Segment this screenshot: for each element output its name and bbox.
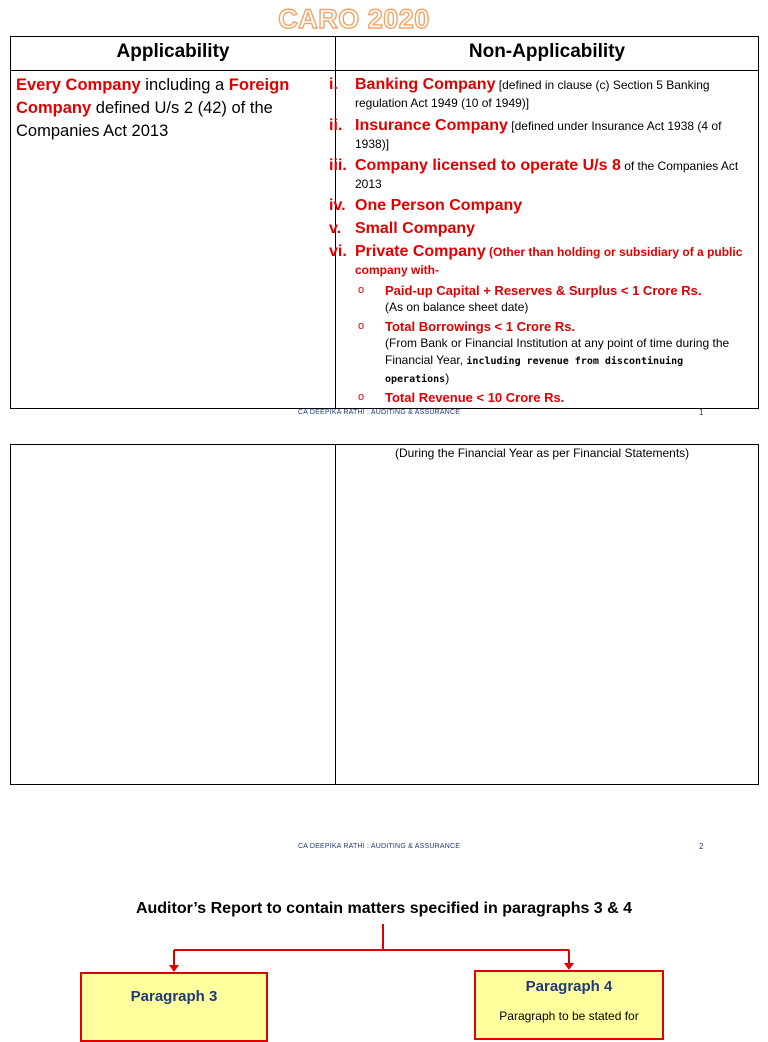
applicability-text	[16, 74, 326, 143]
item-detail: [defined in clause (c) Section 5 Banking regulation Act 1949 (10 of 1949)]	[355, 78, 710, 110]
item-detail: [defined under Insurance Act 1938 (4 of 1938)]	[355, 119, 722, 151]
condition-title: Total Revenue < 10 Crore Rs.	[385, 390, 565, 405]
header-divider	[11, 70, 758, 71]
item-number: iii.	[329, 157, 347, 174]
connector-arrows	[0, 920, 768, 976]
item-number: v.	[329, 220, 342, 237]
header-applicability: Applicability	[116, 41, 230, 62]
paragraph-4-label: Paragraph 4	[525, 978, 613, 995]
item-title: Company licensed to operate U/s 8	[355, 157, 621, 174]
item-title: One Person Company	[355, 197, 523, 214]
item-title: Insurance Company	[355, 117, 508, 134]
continuation-table	[10, 444, 759, 785]
column-divider	[335, 445, 336, 784]
condition-title: Paid-up Capital + Reserves & Surplus < 1 Crore Rs.	[385, 283, 702, 298]
condition-note-end: )	[445, 371, 450, 385]
item-number: vi.	[329, 243, 347, 260]
item-number: i.	[329, 76, 338, 93]
every-company-text: Every Company	[16, 76, 141, 94]
paragraph-3-box	[80, 972, 268, 1042]
item-title: Small Company	[355, 220, 476, 237]
header-non-applicability: Non-Applicability	[468, 41, 626, 62]
item-number: ii.	[329, 117, 343, 134]
item-number: iv.	[329, 197, 346, 214]
item-title: Private Company	[355, 243, 486, 260]
condition-note: (From Bank or Financial Institution at any point of time during the Financial Year,	[385, 336, 730, 367]
bullet-icon: o	[358, 320, 365, 332]
bullet-icon: o	[358, 391, 365, 403]
defined-text: defined U/s 2 (42) of the Companies Act 2013	[16, 99, 273, 140]
paragraph-4-box	[474, 970, 664, 1040]
continuation-text: (During the Financial Year as per Financial Statements)	[395, 446, 690, 460]
page-number: 2	[699, 842, 704, 851]
condition-note: (As on balance sheet date)	[385, 300, 529, 314]
diagram-heading: Auditor’s Report to contain matters specified in paragraphs 3 & 4	[135, 900, 633, 917]
paragraph-3-label: Paragraph 3	[130, 988, 218, 1005]
including-text: including a	[140, 76, 229, 94]
item-title: Banking Company	[355, 76, 496, 93]
bullet-icon: o	[358, 284, 365, 296]
paragraph-4-desc: Paragraph to be stated for	[499, 1009, 639, 1023]
item-detail: (Other than holding or subsidiary of a public company with-	[355, 245, 743, 277]
foreign-company-text: Foreign Company	[16, 76, 290, 117]
footer-author: CA DEEPIKA RATHI : AUDITING & ASSURANCE	[298, 409, 461, 416]
condition-title: Total Borrowings < 1 Crore Rs.	[385, 319, 576, 334]
item-detail: of the Companies Act 2013	[355, 159, 739, 191]
condition-note-bold: including revenue from discontinuing operations	[385, 356, 684, 385]
page-number: 1	[699, 408, 704, 417]
page-title: CARO 2020	[278, 4, 430, 34]
footer-author: CA DEEPIKA RATHI : AUDITING & ASSURANCE	[298, 843, 461, 850]
